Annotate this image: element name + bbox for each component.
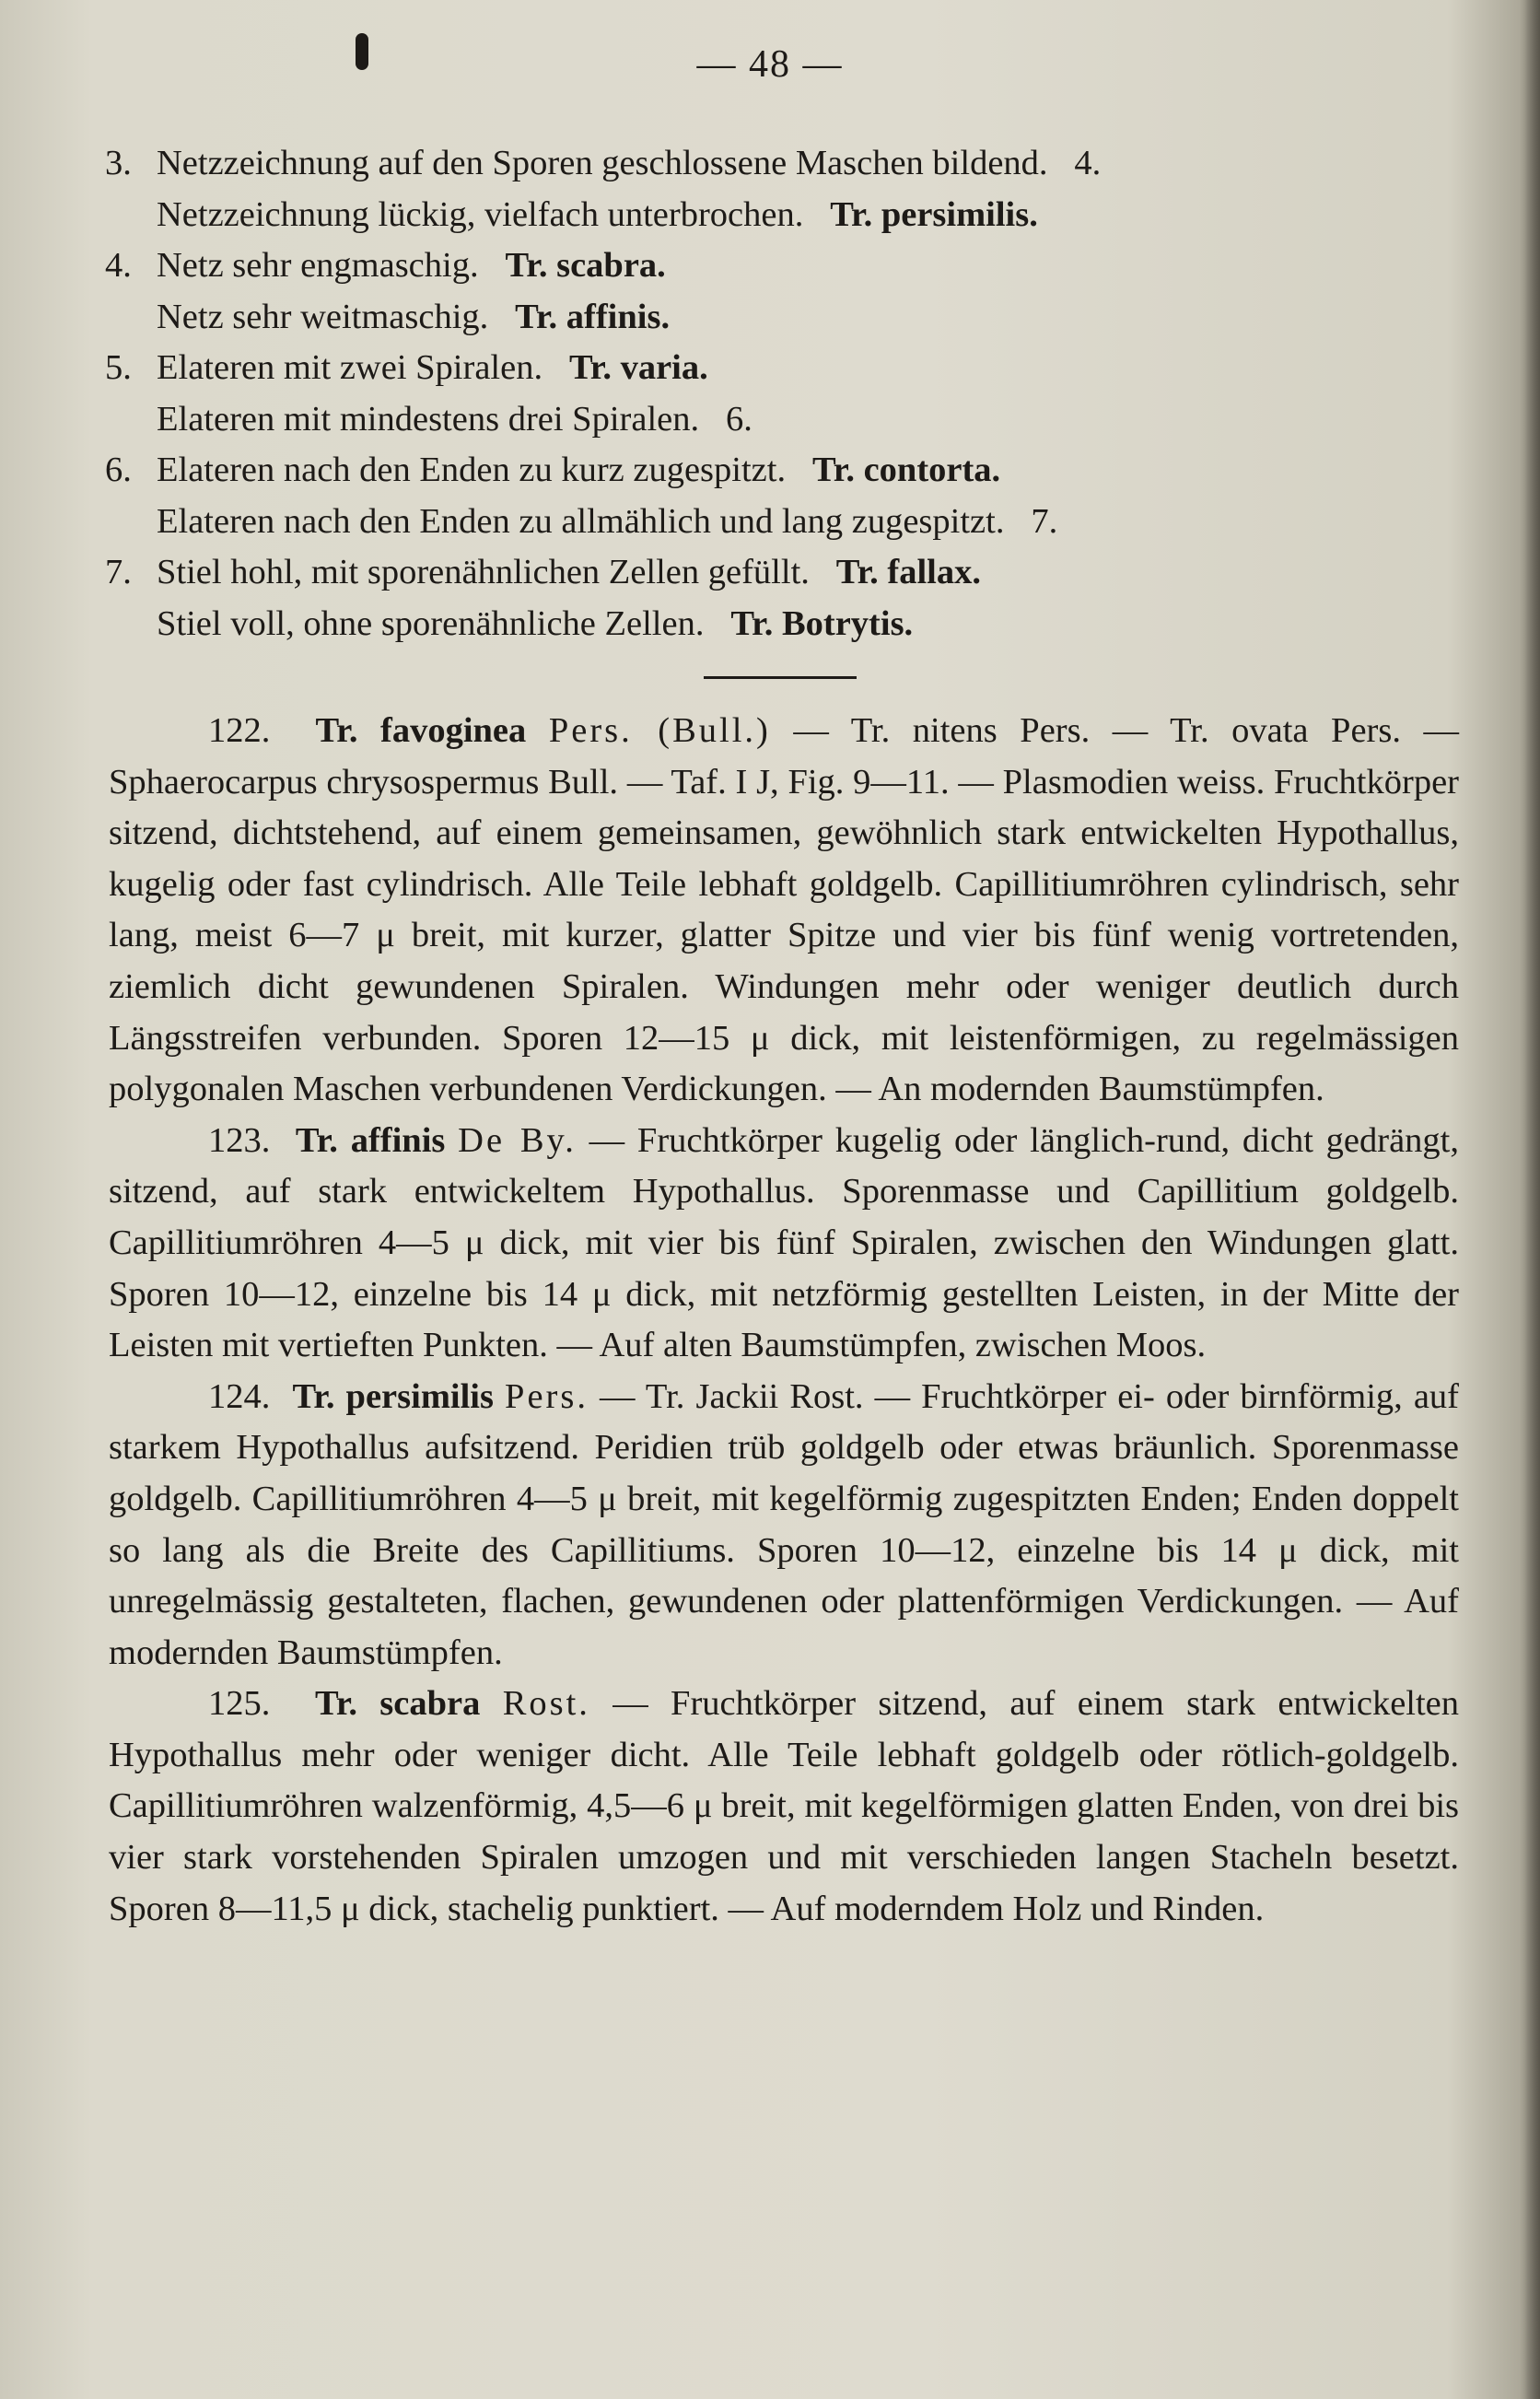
species-name: Tr. persimilis <box>292 1376 494 1416</box>
species-name: Tr. scabra <box>315 1684 481 1724</box>
species-entry: 122. Tr. favoginea Pers. (Bull.) — Tr. nitens Pers. — Tr. ovata Pers. — Sphaerocarpus chrysospermus Bull. — Taf. I J, Fig. 9—11. — Plasmodien weiss. Fruchtkörper sitzend, dichtstehend, auf einem gemeinsamen, gewöhnlich stark entwickelten Hypothallus, kugelig oder fast cylindrisch. Alle Teile lebhaft goldgelb. Capillitiumröhren cylindrisch, sehr lang, meist 6—7 μ breit, mit kurzer, glatter Spitze und vier bis fünf wenig vortretenden, ziemlich dicht gewundenen Spiralen. Windungen mehr oder weniger deutlich durch Längsstreifen verbunden. Sporen 12—15 μ dick, mit leistenförmigen, zu regelmässigen polygonalen Maschen verbundenen Verdickungen. — An modernden Baumstümpfen. <box>109 711 1459 1109</box>
key-line: Elateren mit mindestens drei Spiralen. 6. <box>157 399 752 439</box>
key-line: 3. Netzzeichnung auf den Sporen geschlossene Maschen bildend. 4. <box>105 144 1102 182</box>
species-descriptions <box>109 706 1459 1935</box>
entry-text: — Tr. nitens Pers. — Tr. ovata Pers. — Sphaerocarpus chrysospermus Bull. — Taf. I J, Fig. 9—11. — Plasmodien weiss. Fruchtkörper sitzend, dichtstehend, auf einem gemeinsamen, gewöhnlich stark entwickelten Hypothallus, kugelig oder fast cylindrisch. Alle Teile lebhaft goldgelb. Capillitiumröhren cylindrisch, sehr lang, meist 6—7 μ breit, mit kurzer, glatter Spitze und vier bis fünf wenig vortretenden, ziemlich dicht gewundenen Spiralen. Windungen mehr oder weniger deutlich durch Längsstreifen verbunden. Sporen 12—15 μ dick, mit leistenförmigen, zu regelmässigen polygonalen Maschen verbundenen Verdickungen. — An modernden Baumstümpfen. <box>109 711 1459 1109</box>
key-species: Tr. persimilis. <box>830 194 1038 234</box>
species-entry: 125. Tr. scabra Rost. — Fruchtkörper sitzend, auf einem stark entwickelten Hypothallus mehr oder weniger dicht. Alle Teile lebhaft goldgelb oder rötlich-goldgelb. Capillitiumröhren walzenförmig, 4,5—6 μ breit, mit kegelförmigen glatten Enden, von drei bis vier stark vorstehenden Spiralen umzogen und mit verschieden langen Stacheln besetzt. Sporen 8—11,5 μ dick, stachelig punktiert. — Auf moderndem Holz und Rinden. <box>109 1684 1460 1928</box>
entry-text: — Tr. Jackii Rost. — Fruchtkörper ei- oder birnförmig, auf starkem Hypothallus aufsitzend. Peridien trüb goldgelb oder etwas bräunlich. Sporenmasse goldgelb. Capillitiumröhren 4—5 μ breit, mit kegelförmig zugespitzten Enden; Enden doppelt so lang als die Breite des Capillitiums. Sporen 10—12, einzelne bis 14 μ dick, mit unregelmässig gestalteten, flachen, gewundenen oder plattenförmigen Verdickungen. — Auf modernden Baumstümpfen. <box>109 1376 1460 1672</box>
key-species: Tr. affinis. <box>515 297 671 336</box>
species-entry: 124. Tr. persimilis Pers. — Tr. Jackii Rost. — Fruchtkörper ei- oder birnförmig, auf starkem Hypothallus aufsitzend. Peridien trüb goldgelb oder etwas bräunlich. Sporenmasse goldgelb. Capillitiumröhren 4—5 μ breit, mit kegelförmig zugespitzten Enden; Enden doppelt so lang als die Breite des Capillitiums. Sporen 10—12, einzelne bis 14 μ dick, mit unregelmässig gestalteten, flachen, gewundenen oder plattenförmigen Verdickungen. — Auf modernden Baumstümpfen. <box>109 1376 1460 1672</box>
species-entry: 123. Tr. affinis De By. — Fruchtkörper kugelig oder länglich-rund, dicht gedrängt, sitzend, auf stark entwickeltem Hypothallus. Sporenmasse und Capillitium goldgelb. Capillitiumröhren 4—5 μ dick, mit vier bis fünf Spiralen, zwischen den Windungen glatt. Sporen 10—12, einzelne bis 14 μ dick, mit netzförmig gestellten Leisten, in der Mitte der Leisten mit vertieften Punkten. — Auf alten Baumstümpfen, zwischen Moos. <box>109 1120 1460 1365</box>
page-number: — 48 — <box>696 43 844 86</box>
key-line: Netz sehr weitmaschig. Tr. affinis. <box>157 297 671 336</box>
species-author: Pers. (Bull.) <box>548 711 771 750</box>
key-line: 7. Stiel hohl, mit sporenähnlichen Zellen gefüllt. Tr. fallax. <box>105 553 981 591</box>
key-species: Tr. varia. <box>568 348 708 387</box>
species-name: Tr. affinis <box>295 1120 446 1160</box>
key-line: 5. Elateren mit zwei Spiralen. Tr. varia. <box>105 348 708 387</box>
species-author: De By. <box>458 1120 577 1160</box>
section-divider <box>704 676 857 679</box>
entry-text: — Fruchtkörper sitzend, auf einem stark entwickelten Hypothallus mehr oder weniger dicht. Alle Teile lebhaft goldgelb oder rötlich-goldgelb. Capillitiumröhren walzenförmig, 4,5—6 μ breit, mit kegelförmigen glatten Enden, von drei bis vier stark vorstehenden Spiralen umzogen und mit verschieden langen Stacheln besetzt. Sporen 8—11,5 μ dick, stachelig punktiert. — Auf moderndem Holz und Rinden. <box>109 1684 1460 1928</box>
key-line: 6. Elateren nach den Enden zu kurz zugespitzt. Tr. contorta. <box>105 451 1001 489</box>
identification-key <box>105 138 1348 649</box>
key-line: Netzzeichnung lückig, vielfach unterbrochen. Tr. persimilis. <box>157 194 1038 234</box>
key-line: Elateren nach den Enden zu allmählich und lang zugespitzt. 7. <box>157 501 1058 541</box>
key-line: Stiel voll, ohne sporenähnliche Zellen. Tr. Botrytis. <box>157 603 914 643</box>
species-author: Rost. <box>502 1684 590 1724</box>
key-species: Tr. scabra. <box>505 246 666 285</box>
entry-text: — Fruchtkörper kugelig oder länglich-rund, dicht gedrängt, sitzend, auf stark entwickeltem Hypothallus. Sporenmasse und Capillitium goldgelb. Capillitiumröhren 4—5 μ dick, mit vier bis fünf Spiralen, zwischen den Windungen glatt. Sporen 10—12, einzelne bis 14 μ dick, mit netzförmig gestellten Leisten, in der Mitte der Leisten mit vertieften Punkten. — Auf alten Baumstümpfen, zwischen Moos. <box>109 1120 1460 1365</box>
key-species: Tr. contorta. <box>811 451 1001 489</box>
key-species: Tr. fallax. <box>835 553 981 591</box>
key-species: Tr. Botrytis. <box>730 603 914 643</box>
species-name: Tr. favoginea <box>315 711 527 750</box>
species-author: Pers. <box>505 1376 589 1416</box>
page-edge-shadow <box>1520 0 1540 2399</box>
key-line: 4. Netz sehr engmaschig. Tr. scabra. <box>105 246 666 285</box>
